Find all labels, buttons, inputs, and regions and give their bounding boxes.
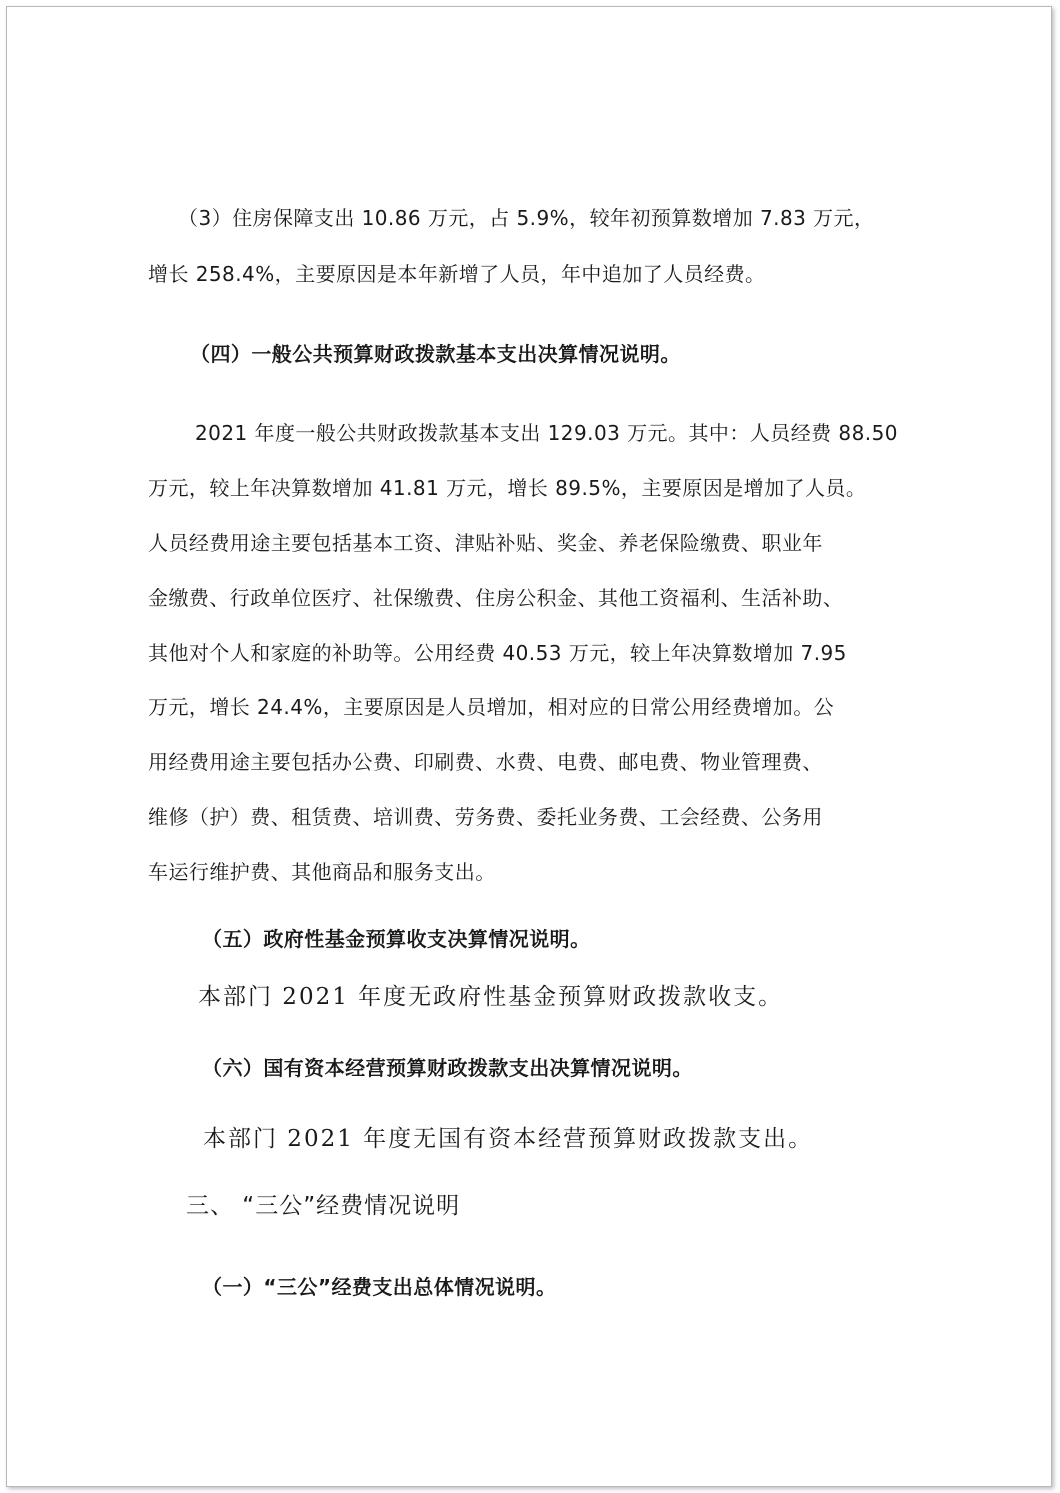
basic-line-5: 其他对个人和家庭的补助等。公用经费 40.53 万元，较上年决算数增加 7.95 [148, 641, 847, 665]
basic-line-9: 车运行维护费、其他商品和服务支出。 [148, 860, 496, 884]
basic-line-3: 人员经费用途主要包括基本工资、津贴补贴、奖金、养老保险缴费、职业年 [148, 531, 823, 555]
heading-six: （六）国有资本经营预算财政拨款支出决算情况说明。 [202, 1056, 693, 1080]
basic-line-4: 金缴费、行政单位医疗、社保缴费、住房公积金、其他工资福利、生活补助、 [148, 586, 844, 610]
basic-line-6: 万元，增长 24.4%，主要原因是人员增加，相对应的日常公用经费增加。公 [148, 695, 835, 719]
six-text: 本部门 2021 年度无国有资本经营预算财政拨款支出。 [203, 1126, 814, 1152]
section-three-heading: 三、 “三公”经费情况说明 [186, 1193, 461, 1219]
housing-line-1: （3）住房保障支出 10.86 万元，占 5.9%，较年初预算数增加 7.83 万元， [178, 206, 875, 230]
heading-four: （四）一般公共预算财政拨款基本支出决算情况说明。 [190, 342, 681, 366]
housing-line-2: 增长 258.4%，主要原因是本年新增了人员，年中追加了人员经费。 [148, 262, 766, 286]
heading-five: （五）政府性基金预算收支决算情况说明。 [202, 927, 591, 951]
five-text: 本部门 2021 年度无政府性基金预算财政拨款收支。 [198, 984, 784, 1010]
basic-line-7: 用经费用途主要包括办公费、印刷费、水费、电费、邮电费、物业管理费、 [148, 750, 823, 774]
basic-line-8: 维修（护）费、租赁费、培训费、劳务费、委托业务费、工会经费、公务用 [148, 805, 823, 829]
basic-line-1: 2021 年度一般公共财政拨款基本支出 129.03 万元。其中：人员经费 88.50 [195, 421, 898, 445]
basic-line-2: 万元，较上年决算数增加 41.81 万元，增长 89.5%，主要原因是增加了人员。 [148, 476, 867, 500]
heading-one: （一）“三公”经费支出总体情况说明。 [202, 1275, 557, 1299]
